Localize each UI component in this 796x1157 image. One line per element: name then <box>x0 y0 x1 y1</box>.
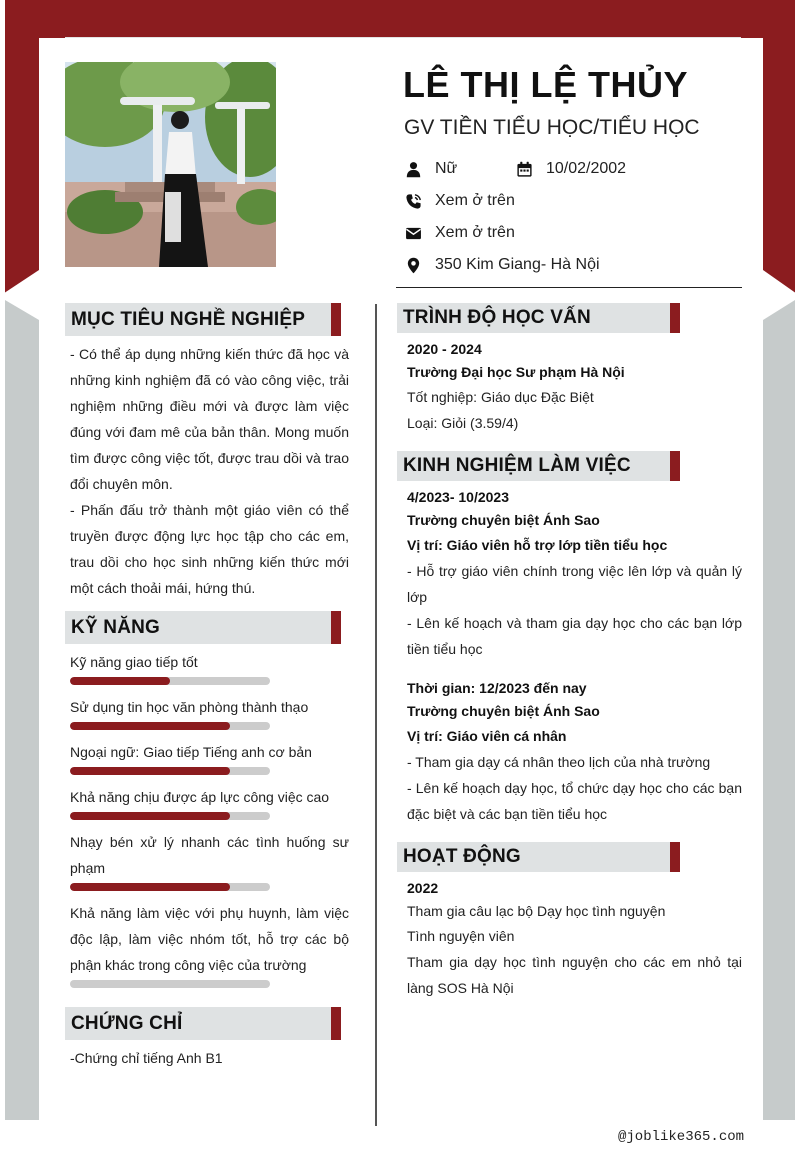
activity-item: Tham gia dạy học tình nguyện cho các em nhỏ tại làng SOS Hà Nội <box>407 954 742 996</box>
section-heading-certificates <box>65 1007 341 1040</box>
education-period: 2020 - 2024 <box>407 341 482 357</box>
skill-bar <box>70 722 270 730</box>
location-pin-icon <box>404 256 422 274</box>
skill-label: Sử dụng tin học văn phòng thành thạo <box>70 699 309 715</box>
skill-label: Nhạy bén xử lý nhanh các tình huống sư phạm <box>70 834 349 876</box>
gender-row <box>404 160 457 178</box>
job-company: Trường chuyên biệt Ánh Sao <box>407 512 600 528</box>
skill-label: Khả năng làm việc với phụ huynh, làm việc độc lập, làm việc nhóm tốt, hỗ trợ các bộ phận khác trong công việc của trường <box>70 905 349 973</box>
activity-item: Tham gia câu lạc bộ Dạy học tình nguyện <box>407 903 666 919</box>
education-grade: Loại: Giỏi (3.59/4) <box>407 415 519 431</box>
heading-accent-bar <box>670 303 680 333</box>
skill-bar-fill <box>70 812 230 820</box>
activities-heading-text: HOẠT ĐỘNG <box>403 846 521 867</box>
activity-item: Tình nguyện viên <box>407 928 515 944</box>
heading-accent-bar <box>331 303 341 336</box>
skill-bar <box>70 767 270 775</box>
section-heading-skills <box>65 611 341 644</box>
profile-photo <box>65 62 276 267</box>
person-icon <box>404 160 422 178</box>
certificate-item: -Chứng chỉ tiếng Anh B1 <box>70 1050 223 1066</box>
heading-accent-bar <box>670 451 680 481</box>
phone-value: Xem ở trên <box>435 192 515 209</box>
birthdate-value: 10/02/2002 <box>546 160 627 177</box>
heading-accent-bar <box>670 842 680 872</box>
job-title: GV TIỀN TIỂU HỌC/TIỂU HỌC <box>404 116 700 139</box>
footer-watermark: @joblike365.com <box>618 1129 745 1145</box>
phone-row <box>404 192 515 210</box>
education-school: Trường Đại học Sư phạm Hà Nội <box>407 364 625 380</box>
calendar-icon <box>515 160 533 178</box>
job-position: Vị trí: Giáo viên cá nhân <box>407 728 567 744</box>
section-heading-education <box>397 303 680 333</box>
job-company: Trường chuyên biệt Ánh Sao <box>407 703 600 719</box>
address-row <box>404 256 600 274</box>
birthdate-row <box>515 160 626 178</box>
skill-label: Kỹ năng giao tiếp tốt <box>70 654 198 670</box>
skill-bar <box>70 812 270 820</box>
objective-heading-text: MỤC TIÊU NGHỀ NGHIỆP <box>71 308 306 330</box>
section-heading-objective <box>65 303 341 336</box>
mail-icon <box>404 224 422 242</box>
skill-bar-fill <box>70 883 230 891</box>
job-position: Vị trí: Giáo viên hỗ trợ lớp tiền tiểu học <box>407 537 668 553</box>
email-value: Xem ở trên <box>435 224 515 241</box>
skill-bar-fill <box>70 677 170 685</box>
job-period: 4/2023- 10/2023 <box>407 489 509 505</box>
skill-bar <box>70 677 270 685</box>
objective-paragraph-1: - Có thể áp dụng những kiến thức đã học và những kinh nghiệm đã có vào công việc, trải nghiệm những điều mới và được làm việc đúng với đam mê của bản thân. Mong muốn tìm được công việc tốt, được trau dồi và trao đổi chuyên môn. <box>70 346 349 492</box>
job-duty: - Lên kế hoạch dạy học, tổ chức dạy học cho các bạn đặc biệt và các bạn tiền tiểu học <box>407 780 742 822</box>
top-divider <box>65 37 741 38</box>
skill-bar <box>70 883 270 891</box>
skill-label: Khả năng chịu được áp lực công việc cao <box>70 789 330 805</box>
job-duty: - Tham gia dạy cá nhân theo lịch của nhà trường <box>407 754 711 770</box>
email-row <box>404 224 515 242</box>
objective-paragraph-2: - Phấn đấu trở thành một giáo viên có thể truyền được động lực học tập cho các em, trau dồi cho học sinh những kiến thức mới một cách thoải mái, hứng thú. <box>70 502 349 596</box>
skills-heading-text: KỸ NĂNG <box>71 616 161 638</box>
phone-icon <box>404 192 422 210</box>
skill-bar <box>70 980 270 988</box>
education-major: Tốt nghiệp: Giáo dục Đặc Biệt <box>407 389 594 405</box>
section-heading-experience <box>397 451 680 481</box>
skill-bar-fill <box>70 767 230 775</box>
job-duty: - Lên kế hoạch và tham gia dạy học cho các bạn lớp tiền tiểu học <box>407 615 742 657</box>
section-heading-activities <box>397 842 680 872</box>
header-divider <box>396 287 742 288</box>
skill-bar-fill <box>70 722 230 730</box>
heading-accent-bar <box>331 611 341 644</box>
gender-value: Nữ <box>435 160 458 177</box>
experience-heading-text: KINH NGHIỆM LÀM VIỆC <box>403 455 631 476</box>
skill-label: Ngoại ngữ: Giao tiếp Tiếng anh cơ bản <box>70 744 312 760</box>
education-heading-text: TRÌNH ĐỘ HỌC VẤN <box>403 307 591 328</box>
heading-accent-bar <box>331 1007 341 1040</box>
job-period: Thời gian: 12/2023 đến nay <box>407 680 587 696</box>
certificates-heading-text: CHỨNG CHỈ <box>71 1012 183 1034</box>
job-duty: - Hỗ trợ giáo viên chính trong việc lên lớp và quản lý lớp <box>407 563 742 605</box>
activity-year: 2022 <box>407 880 439 896</box>
address-value: 350 Kim Giang- Hà Nội <box>435 256 600 273</box>
candidate-name: LÊ THỊ LỆ THỦY <box>403 64 688 105</box>
column-divider <box>375 304 377 1126</box>
